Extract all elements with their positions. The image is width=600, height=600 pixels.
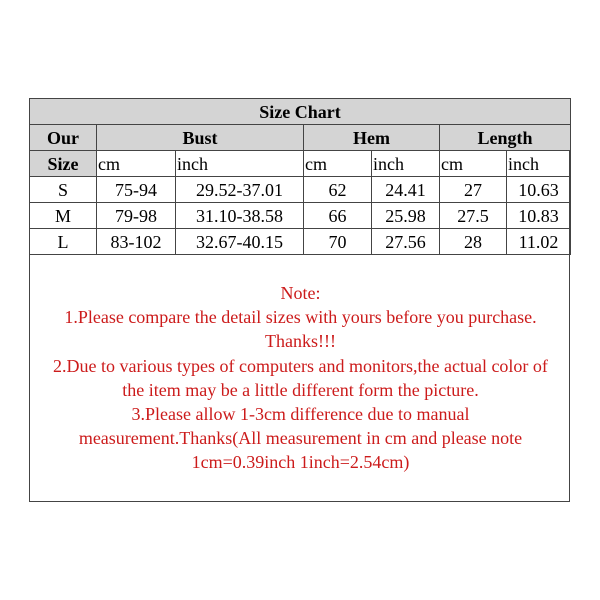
col-length: Length bbox=[440, 125, 571, 151]
table-cell: 10.83 bbox=[507, 203, 571, 229]
table-row bbox=[30, 229, 571, 255]
note-heading: Note: bbox=[280, 283, 321, 303]
table-cell: 62 bbox=[304, 177, 372, 203]
table-cell: 75-94 bbox=[97, 177, 176, 203]
table-cell: 70 bbox=[304, 229, 372, 255]
table-cell: 27.5 bbox=[440, 203, 507, 229]
unit-header-row bbox=[30, 151, 571, 177]
note-block bbox=[30, 281, 571, 475]
unit-bust-cm: cm bbox=[97, 151, 176, 177]
note-line: 1.Please compare the detail sizes with yours before you purchase. bbox=[64, 307, 537, 328]
chart-title: Size Chart bbox=[30, 99, 571, 125]
size-label: S bbox=[30, 177, 97, 203]
group-header-row bbox=[30, 125, 571, 151]
table-cell: 27 bbox=[440, 177, 507, 203]
col-our: Our bbox=[30, 125, 97, 151]
table-cell: 28 bbox=[440, 229, 507, 255]
table-cell: 27.56 bbox=[372, 229, 440, 255]
table-cell: 79-98 bbox=[97, 203, 176, 229]
note-line: 3.Please allow 1-3cm difference due to manual bbox=[131, 404, 470, 425]
note-line: 2.Due to various types of computers and monitors,the actual color of bbox=[53, 355, 548, 376]
table-row bbox=[30, 177, 571, 203]
note-line: Thanks!!! bbox=[265, 331, 336, 352]
unit-length-cm: cm bbox=[440, 151, 507, 177]
title-row bbox=[30, 99, 571, 125]
table-row bbox=[30, 203, 571, 229]
table-cell: 24.41 bbox=[372, 177, 440, 203]
size-label: M bbox=[30, 203, 97, 229]
col-bust: Bust bbox=[97, 125, 304, 151]
table-cell: 10.63 bbox=[507, 177, 571, 203]
note-line: the item may be a little different form the picture. bbox=[122, 379, 479, 400]
table-cell: 83-102 bbox=[97, 229, 176, 255]
table-cell: 11.02 bbox=[507, 229, 571, 255]
unit-hem-inch: inch bbox=[372, 151, 440, 177]
unit-length-inch: inch bbox=[507, 151, 571, 177]
col-size: Size bbox=[30, 151, 97, 177]
unit-bust-inch: inch bbox=[176, 151, 304, 177]
size-label: L bbox=[30, 229, 97, 255]
table-cell: 25.98 bbox=[372, 203, 440, 229]
table-cell: 32.67-40.15 bbox=[176, 229, 304, 255]
col-hem: Hem bbox=[304, 125, 440, 151]
table-cell: 29.52-37.01 bbox=[176, 177, 304, 203]
size-chart bbox=[29, 98, 570, 502]
size-table bbox=[29, 98, 571, 255]
note-line: measurement.Thanks(All measurement in cm and please note bbox=[78, 428, 523, 449]
table-cell: 31.10-38.58 bbox=[176, 203, 304, 229]
unit-hem-cm: cm bbox=[304, 151, 372, 177]
table-cell: 66 bbox=[304, 203, 372, 229]
note-line: 1cm=0.39inch 1inch=2.54cm) bbox=[191, 452, 410, 473]
